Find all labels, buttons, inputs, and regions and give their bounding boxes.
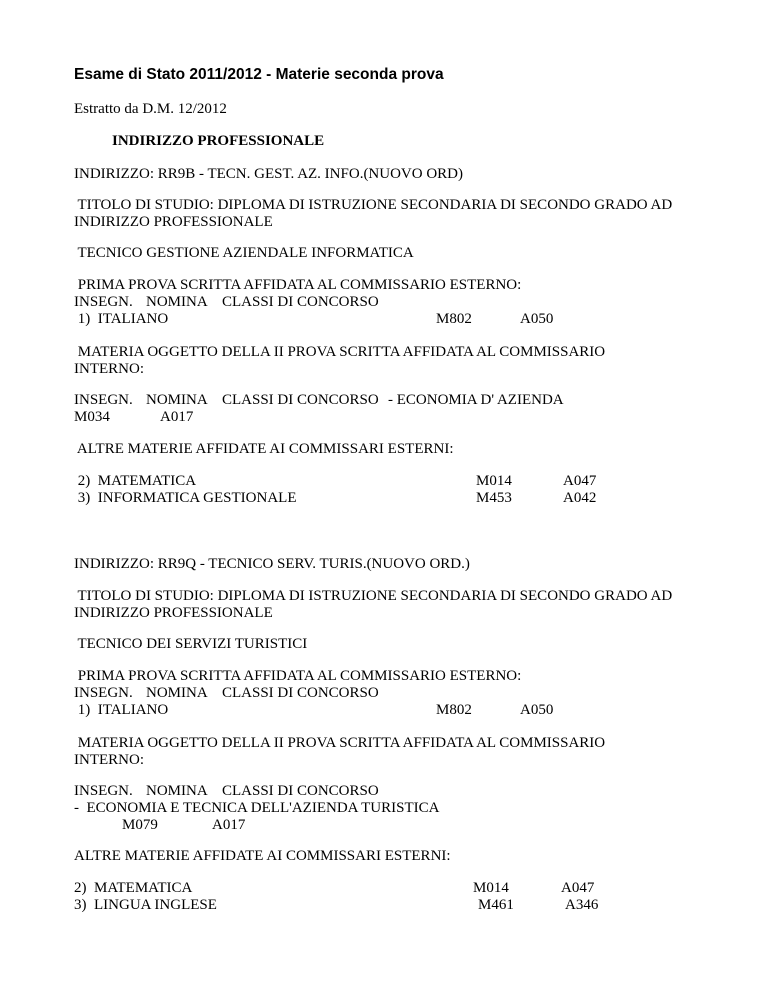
seconda-code1-1: M034	[74, 409, 110, 425]
altre-2-code1-1: M461	[478, 897, 514, 913]
altre-1: ALTRE MATERIE AFFIDATE AI COMMISSARI ESTERNI:	[74, 441, 454, 457]
titolo-2-line1: TITOLO DI STUDIO: DIPLOMA DI ISTRUZIONE SECONDARIA DI SECONDO GRADO AD	[74, 588, 673, 604]
titolo-2-line2: INDIRIZZO PROFESSIONALE	[74, 605, 273, 621]
titolo-1-line2: INDIRIZZO PROFESSIONALE	[74, 214, 273, 230]
materia-1-line1: MATERIA OGGETTO DELLA II PROVA SCRITTA AFFIDATA AL COMMISSARIO	[74, 344, 606, 360]
materia-1-line2: INTERNO:	[74, 361, 144, 377]
document-title: Esame di Stato 2011/2012 - Materie seconda prova	[74, 66, 444, 83]
header-classi-3: CLASSI DI CONCORSO	[222, 685, 379, 701]
header-nomina-4: NOMINA	[146, 783, 208, 799]
tecnico-2: TECNICO DEI SERVIZI TURISTICI	[74, 636, 308, 652]
header-nomina-3: NOMINA	[146, 685, 208, 701]
altre-1-subject-1: 3) INFORMATICA GESTIONALE	[74, 490, 297, 506]
materia-2-line2: INTERNO:	[74, 752, 144, 768]
header-classi-1: CLASSI DI CONCORSO	[222, 294, 379, 310]
seconda-code2-1: A017	[160, 409, 194, 425]
altre-1-code1-1: M453	[476, 490, 512, 506]
altre-2-subject-1: 3) LINGUA INGLESE	[74, 897, 217, 913]
altre-2-code1-0: M014	[473, 880, 509, 896]
seconda-code2-2: A017	[212, 817, 246, 833]
altre-2-code2-0: A047	[561, 880, 595, 896]
seconda-code1-2: M079	[122, 817, 158, 833]
altre-2: ALTRE MATERIE AFFIDATE AI COMMISSARI ESTERNI:	[74, 848, 451, 864]
header-nomina-1: NOMINA	[146, 294, 208, 310]
prima-code2-1: A050	[520, 311, 554, 327]
header-insegn-4: INSEGN.	[74, 783, 133, 799]
prima-subject-1: 1) ITALIANO	[74, 311, 169, 327]
tecnico-1: TECNICO GESTIONE AZIENDALE INFORMATICA	[74, 245, 414, 261]
altre-1-code1-0: M014	[476, 473, 512, 489]
prima-code1-2: M802	[436, 702, 472, 718]
prima-code2-2: A050	[520, 702, 554, 718]
titolo-1-line1: TITOLO DI STUDIO: DIPLOMA DI ISTRUZIONE SECONDARIA DI SECONDO GRADO AD	[74, 197, 673, 213]
altre-1-code2-1: A042	[563, 490, 597, 506]
materia-2-line1: MATERIA OGGETTO DELLA II PROVA SCRITTA AFFIDATA AL COMMISSARIO	[74, 735, 606, 751]
header-insegn-2: INSEGN.	[74, 392, 133, 408]
prima-prova-2: PRIMA PROVA SCRITTA AFFIDATA AL COMMISSARIO ESTERNO:	[74, 668, 522, 684]
prima-subject-2: 1) ITALIANO	[74, 702, 169, 718]
header-nomina-2: NOMINA	[146, 392, 208, 408]
indirizzo-1: INDIRIZZO: RR9B - TECN. GEST. AZ. INFO.(NUOVO ORD)	[74, 166, 464, 182]
seconda-subject-2: - ECONOMIA E TECNICA DELL'AZIENDA TURISTICA	[74, 800, 440, 816]
document-source: Estratto da D.M. 12/2012	[74, 101, 227, 117]
altre-2-code2-1: A346	[565, 897, 599, 913]
header-insegn-3: INSEGN.	[74, 685, 133, 701]
prima-prova-1: PRIMA PROVA SCRITTA AFFIDATA AL COMMISSARIO ESTERNO:	[74, 277, 522, 293]
header-insegn-1: INSEGN.	[74, 294, 133, 310]
prima-code1-1: M802	[436, 311, 472, 327]
header-classi-4: CLASSI DI CONCORSO	[222, 783, 379, 799]
altre-1-subject-0: 2) MATEMATICA	[74, 473, 197, 489]
altre-1-code2-0: A047	[563, 473, 597, 489]
section-heading: INDIRIZZO PROFESSIONALE	[112, 133, 325, 149]
header-classi-2: CLASSI DI CONCORSO	[222, 392, 379, 408]
altre-2-subject-0: 2) MATEMATICA	[74, 880, 193, 896]
indirizzo-2: INDIRIZZO: RR9Q - TECNICO SERV. TURIS.(NUOVO ORD.)	[74, 556, 470, 572]
seconda-header-tail-1: - ECONOMIA D' AZIENDA	[388, 392, 564, 408]
